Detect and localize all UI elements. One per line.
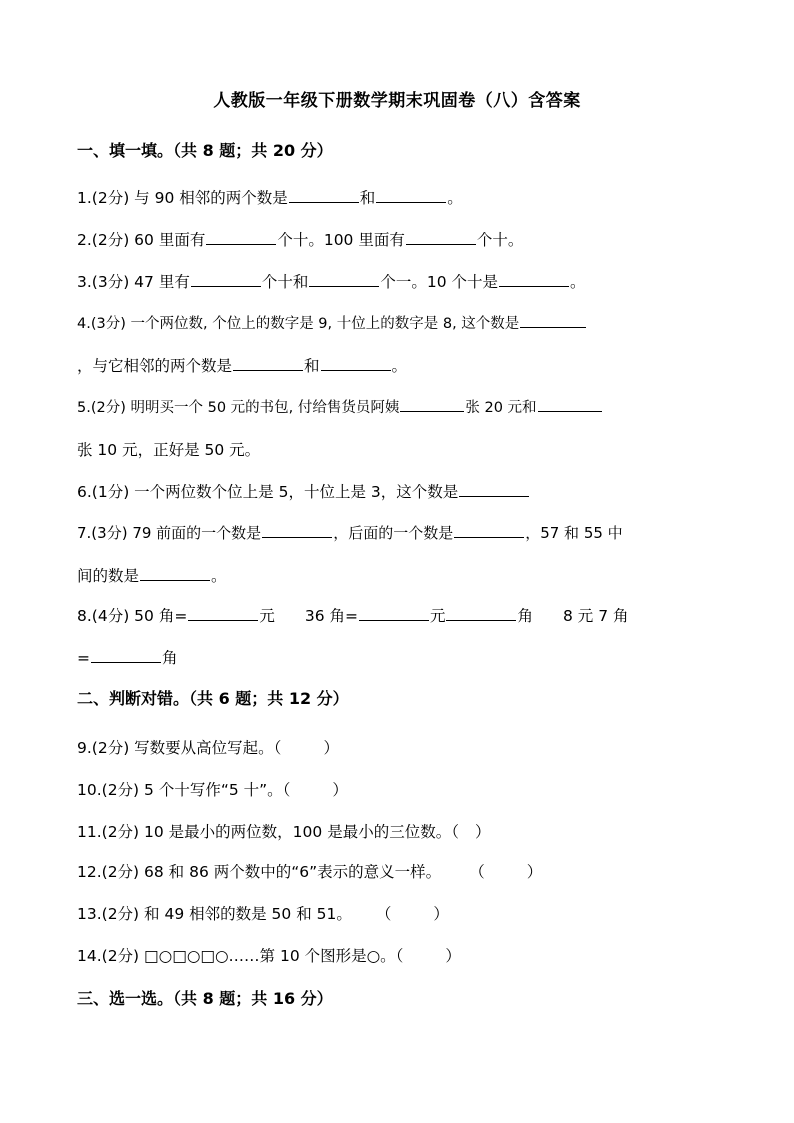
question-4-continued: ，与它相邻的两个数是 和 。: [77, 357, 408, 375]
section-heading-multiple-choice: 三、选一选。（共 8 题；共 16 分）: [77, 989, 333, 1008]
answer-blank[interactable]: [459, 482, 529, 497]
answer-blank[interactable]: [499, 272, 569, 287]
answer-blank[interactable]: [289, 188, 359, 203]
question-13: 13.(2分) 和 49 相邻的数是 50 和 51。 （ ）: [77, 905, 449, 923]
question-3: 3.(3分) 47 里有 个十和 个一。10 个十是 。: [77, 273, 586, 291]
answer-blank[interactable]: [400, 397, 464, 412]
answer-blank[interactable]: [188, 606, 258, 621]
answer-blank[interactable]: [376, 188, 446, 203]
question-12: 12.(2分) 68 和 86 两个数中的“6”表示的意义一样。 （ ）: [77, 863, 543, 881]
answer-blank[interactable]: [321, 356, 391, 371]
answer-blank[interactable]: [446, 606, 516, 621]
question-4: 4.(3分) 一个两位数, 个位上的数字是 9, 十位上的数字是 8, 这个数是: [77, 312, 587, 333]
answer-blank[interactable]: [206, 230, 276, 245]
question-8: 8.(4分) 50 角= 元 36 角= 元 角 8 元 7 角: [77, 607, 629, 625]
question-8-continued: = 角: [77, 649, 178, 667]
section-heading-true-false: 二、判断对错。（共 6 题；共 12 分）: [77, 689, 349, 708]
answer-blank[interactable]: [454, 523, 524, 538]
answer-blank[interactable]: [359, 606, 429, 621]
answer-blank[interactable]: [91, 648, 161, 663]
question-5: 5.(2分) 明明买一个 50 元的书包, 付给售货员阿姨 张 20 元和: [77, 396, 603, 417]
answer-blank[interactable]: [140, 566, 210, 581]
answer-blank[interactable]: [520, 313, 586, 328]
answer-blank[interactable]: [538, 397, 602, 412]
section-heading-fill-in: 一、填一填。（共 8 题；共 20 分）: [77, 141, 333, 160]
page-title: 人教版一年级下册数学期末巩固卷（八）含答案: [213, 91, 581, 111]
answer-blank[interactable]: [406, 230, 476, 245]
question-14: 14.(2分) □○□○□○……第 10 个图形是○。（ ）: [77, 947, 461, 965]
question-9: 9.(2分) 写数要从高位写起。（ ）: [77, 739, 339, 757]
question-7: 7.(3分) 79 前面的一个数是 ，后面的一个数是 ，57 和 55 中: [77, 524, 623, 542]
answer-blank[interactable]: [191, 272, 261, 287]
question-10: 10.(2分) 5 个十写作“5 十”。（ ）: [77, 781, 348, 799]
answer-blank[interactable]: [262, 523, 332, 538]
question-5-continued: 张 10 元，正好是 50 元。: [77, 441, 261, 459]
answer-blank[interactable]: [309, 272, 379, 287]
question-1: 1.(2分) 与 90 相邻的两个数是 和 。: [77, 189, 463, 207]
question-6: 6.(1分) 一个两位数个位上是 5，十位上是 3，这个数是: [77, 480, 530, 502]
answer-blank[interactable]: [233, 356, 303, 371]
question-7-continued: 间的数是 。: [77, 567, 227, 585]
question-11: 11.(2分) 10 是最小的两位数，100 是最小的三位数。（ ）: [77, 823, 491, 841]
question-2: 2.(2分) 60 里面有 个十。100 里面有 个十。: [77, 231, 524, 249]
